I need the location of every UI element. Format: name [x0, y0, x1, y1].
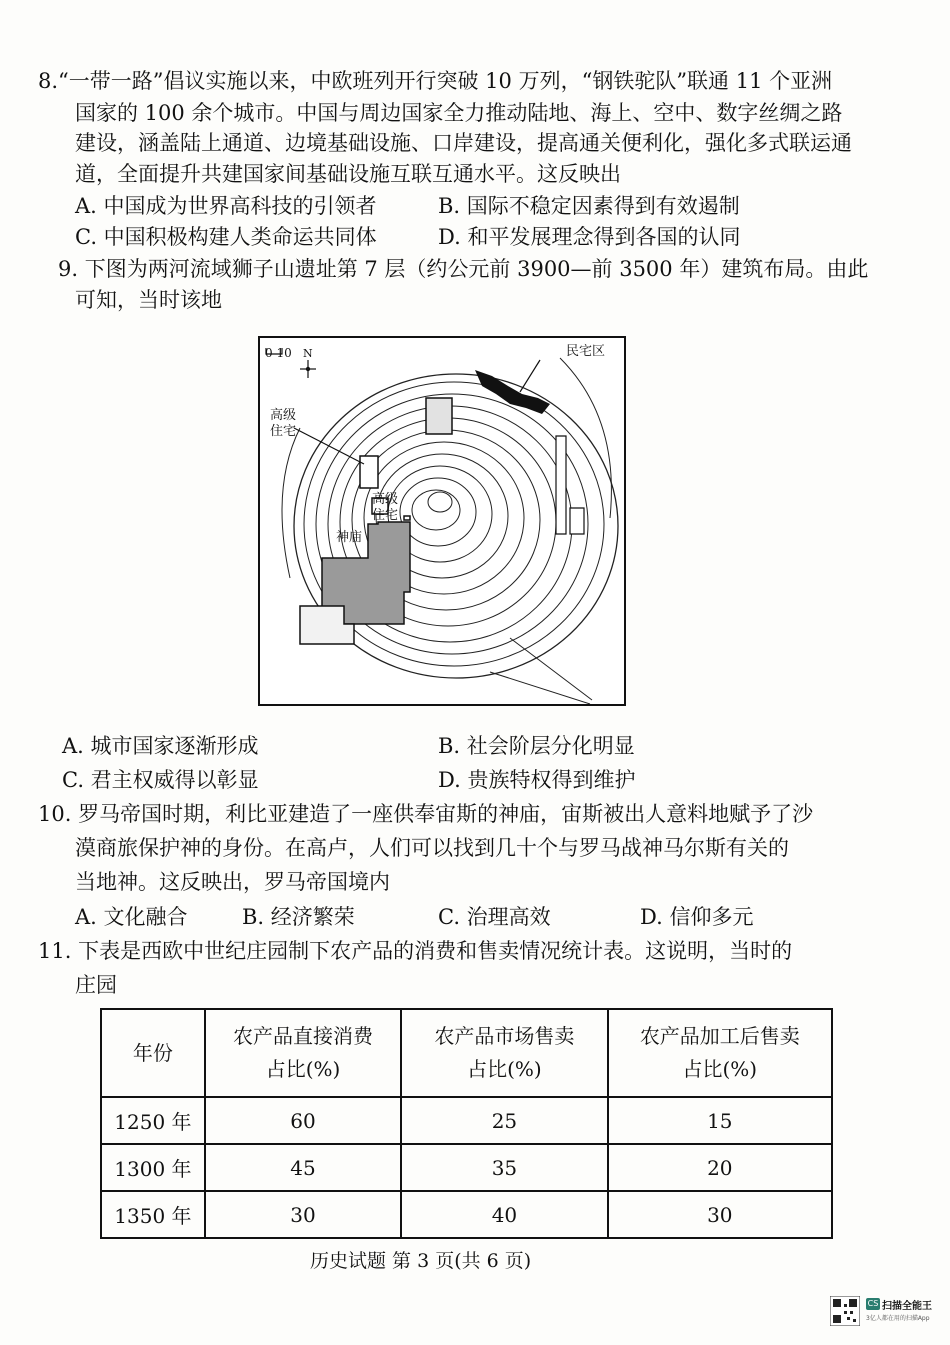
label-elite-house-1b: 住宅 [270, 424, 297, 439]
q9-option-a[interactable]: A. 城市国家逐渐形成 [62, 734, 259, 758]
q9-option-c[interactable]: C. 君主权威得以彰显 [62, 768, 259, 792]
cs-logo: CS [867, 1299, 879, 1308]
table-cell: 30 [608, 1191, 832, 1238]
table-cell: 1250 年 [101, 1097, 205, 1144]
north-label: N [303, 347, 313, 360]
table-cell: 20 [608, 1144, 832, 1191]
statistics-table [100, 1008, 833, 1239]
table-row [101, 1144, 832, 1191]
qr-code-icon [830, 1296, 860, 1326]
q9-line-2: 可知，当时该地 [75, 288, 222, 312]
q8-line-3: 建设，涵盖陆上通道、边境基础设施、口岸建设，提高通关便利化，强化多式联运通 [75, 131, 852, 155]
scale-label: 0 10 [265, 346, 292, 360]
label-elite-house-2b: 住宅 [372, 508, 399, 523]
header-market-sale: 农产品市场售卖 占比(%) [401, 1009, 607, 1097]
table-cell: 45 [205, 1144, 401, 1191]
q8-option-c[interactable]: C. 中国积极构建人类命运共同体 [75, 225, 377, 249]
page-footer: 历史试题 第 3 页(共 6 页) [310, 1250, 532, 1272]
q8-line-1: 8.“一带一路”倡议实施以来，中欧班列开行突破 10 万列，“钢铁驼队”联通 11 个亚洲 [38, 69, 833, 93]
q9-line-1: 9. 下图为两河流域狮子山遗址第 7 层（约公元前 3900—前 3500 年）建筑布局。由此 [58, 257, 869, 281]
q10-line-3: 当地神。这反映出，罗马帝国境内 [75, 870, 390, 894]
q10-option-c[interactable]: C. 治理高效 [438, 905, 551, 929]
badge-subtitle: 3亿人都在用的扫描App [866, 1315, 930, 1322]
q10-option-a[interactable]: A. 文化融合 [75, 905, 188, 929]
label-elite-house-2a: 高级 [372, 492, 399, 507]
site-map-figure [258, 336, 626, 706]
q8-line-4: 道，全面提升共建国家间基础设施互联互通水平。这反映出 [75, 162, 621, 186]
label-elite-house-1a: 高级 [270, 408, 297, 423]
table-cell: 35 [401, 1144, 607, 1191]
elite-house-left [360, 456, 378, 488]
table-cell: 25 [401, 1097, 607, 1144]
table-cell: 1350 年 [101, 1191, 205, 1238]
table-row [101, 1191, 832, 1238]
q8-line-2: 国家的 100 余个城市。中国与周边国家全力推动陆地、海上、空中、数字丝绸之路 [75, 101, 843, 125]
site-map-drawing [260, 338, 624, 704]
table-cell: 60 [205, 1097, 401, 1144]
table-cell: 15 [608, 1097, 832, 1144]
q10-line-2: 漠商旅保护神的身份。在高卢，人们可以找到几十个与罗马战神马尔斯有关的 [75, 836, 789, 860]
q9-option-d[interactable]: D. 贵族特权得到维护 [438, 768, 636, 792]
header-year: 年份 [101, 1009, 205, 1097]
q10-option-d[interactable]: D. 信仰多元 [640, 905, 754, 929]
q11-line-2: 庄园 [75, 973, 117, 997]
q10-option-b[interactable]: B. 经济繁荣 [242, 905, 355, 929]
label-temple: 神庙 [336, 530, 363, 545]
table-row [101, 1097, 832, 1144]
table-cell: 40 [401, 1191, 607, 1238]
q8-option-a[interactable]: A. 中国成为世界高科技的引领者 [75, 194, 377, 218]
q11-line-1: 11. 下表是西欧中世纪庄园制下农产品的消费和售卖情况统计表。这说明，当时的 [38, 939, 793, 963]
label-residential: 民宅区 [566, 344, 606, 359]
badge-title: 扫描全能王 [882, 1301, 932, 1312]
header-direct-consumption: 农产品直接消费 占比(%) [205, 1009, 401, 1097]
north-arrow-icon [300, 360, 316, 378]
table-header-row [101, 1009, 832, 1097]
header-processed-sale: 农产品加工后售卖 占比(%) [608, 1009, 832, 1097]
q10-line-1: 10. 罗马帝国时期，利比亚建造了一座供奉宙斯的神庙，宙斯被出人意料地赋予了沙 [38, 802, 814, 826]
q8-option-d[interactable]: D. 和平发展理念得到各国的认同 [438, 225, 741, 249]
table-cell: 1300 年 [101, 1144, 205, 1191]
table-cell: 30 [205, 1191, 401, 1238]
scanner-badge [828, 1292, 932, 1330]
q9-option-b[interactable]: B. 社会阶层分化明显 [438, 734, 635, 758]
elite-house-top [426, 398, 452, 434]
q8-option-b[interactable]: B. 国际不稳定因素得到有效遏制 [438, 194, 740, 218]
